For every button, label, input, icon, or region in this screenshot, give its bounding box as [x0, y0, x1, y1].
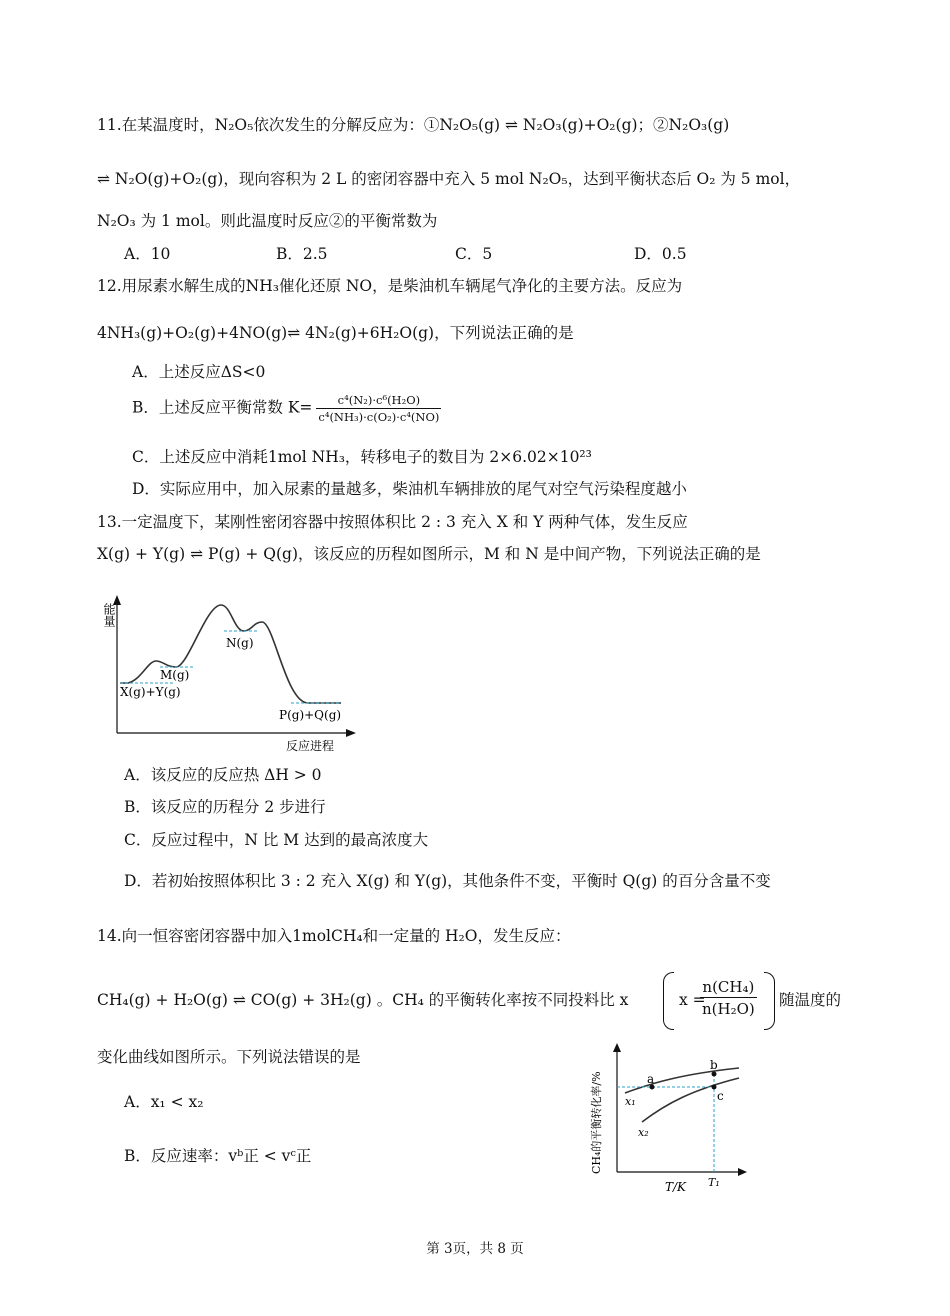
- m-label: M(g): [160, 668, 190, 682]
- label-t1: T₁: [708, 1176, 720, 1189]
- q11-line1: 11.在某温度时，N₂O₅依次发生的分解反应为：①N₂O₅(g) ⇌ N₂O₃(g)+O₂(g)；②N₂O₃(g): [97, 116, 730, 134]
- y-axis-label: CH₄的平衡转化率/%: [590, 1071, 603, 1174]
- q13-line2: X(g) + Y(g) ⇌ P(g) + Q(g)，该反应的历程如图所示，M 和 N 是中间产物，下列说法正确的是: [97, 545, 761, 563]
- x-axis-label: T/K: [665, 1180, 687, 1194]
- fraction-numerator: c⁴(N₂)·c⁶(H₂O): [316, 393, 441, 409]
- q14-option-b: B．反应速率：vᵇ正 < vᶜ正: [124, 1147, 312, 1165]
- ratio-x-equals: x =: [679, 991, 706, 1009]
- fraction-denominator: c⁴(NH₃)·c(O₂)·c⁴(NO): [318, 410, 440, 424]
- label-b: b: [710, 1058, 718, 1072]
- label-a: a: [647, 1072, 655, 1086]
- curve-x2: [642, 1078, 739, 1122]
- q12-option-b-prefix: B．上述反应平衡常数 K=: [132, 398, 313, 417]
- label-x2: x₂: [638, 1126, 649, 1139]
- q12-option-a: A．上述反应ΔS<0: [132, 363, 266, 381]
- q11-line2: ⇌ N₂O(g)+O₂(g)，现向容积为 2 L 的密闭容器中充入 5 mol N₂O₅，达到平衡状态后 O₂ 为 5 mol，: [97, 170, 801, 188]
- x-axis-arrow: [346, 729, 356, 737]
- q14-option-a: A．x₁ < x₂: [124, 1093, 204, 1111]
- reactant-label: X(g)+Y(g): [120, 685, 181, 699]
- label-c: c: [717, 1089, 724, 1103]
- q11-option-c: C．5: [455, 245, 493, 263]
- right-paren: [764, 972, 775, 1030]
- q13-line1: 13.一定温度下，某刚性密闭容器中按照体积比 2 : 3 充入 X 和 Y 两种气体，发生反应: [97, 513, 688, 531]
- point-c: [712, 1085, 717, 1090]
- label-x1: x₁: [625, 1095, 636, 1108]
- left-paren: [663, 972, 674, 1030]
- q11-option-a: A．10: [124, 245, 171, 263]
- q13-option-c: C．反应过程中，N 比 M 达到的最高浓度大: [124, 831, 429, 849]
- equilibrium-constant-fraction: [316, 393, 441, 424]
- q14-line1: 14.向一恒容密闭容器中加入1molCH₄和一定量的 H₂O，发生反应：: [97, 927, 571, 945]
- point-b: [712, 1072, 717, 1077]
- q14-line2: CH₄(g) + H₂O(g) ⇌ CO(g) + 3H₂(g) 。CH₄ 的平衡转化率按不同投料比 x: [97, 991, 629, 1009]
- q14-line3: 变化曲线如图所示。下列说法错误的是: [97, 1048, 361, 1066]
- y-axis-label: 能量: [102, 603, 116, 627]
- q12-option-c: C．上述反应中消耗1mol NH₃，转移电子的数目为 2×6.02×10²³: [132, 448, 592, 466]
- ratio-denominator: n(H₂O): [702, 1000, 755, 1018]
- q13-option-a: A．该反应的反应热 ΔH > 0: [124, 766, 322, 784]
- x-axis-arrow: [738, 1168, 747, 1176]
- y-axis-arrow: [613, 1043, 621, 1052]
- conversion-rate-chart: [592, 1038, 752, 1198]
- product-label: P(g)+Q(g): [279, 708, 342, 722]
- energy-profile-chart: [96, 585, 358, 757]
- ratio-fraction: [700, 977, 757, 1020]
- q12-option-b: [132, 393, 441, 424]
- q12-option-d: D．实际应用中，加入尿素的量越多，柴油机车辆排放的尾气对空气污染程度越小: [132, 480, 687, 498]
- q12-line1: 12.用尿素水解生成的NH₃催化还原 NO，是柴油机车辆尾气净化的主要方法。反应为: [97, 277, 683, 295]
- ratio-numerator: n(CH₄): [700, 977, 757, 998]
- q11-option-b: B．2.5: [276, 245, 328, 263]
- n-label: N(g): [226, 636, 254, 650]
- q11-line3: N₂O₃ 为 1 mol。则此温度时反应②的平衡常数为: [97, 212, 438, 230]
- x-axis-label: 反应进程: [286, 739, 335, 753]
- q13-option-b: B．该反应的历程分 2 步进行: [124, 798, 326, 816]
- page-footer: 第 3页，共 8 页: [426, 1241, 524, 1257]
- q13-option-d: D．若初始按照体积比 3 : 2 充入 X(g) 和 Y(g)，其他条件不变，平衡时 Q(g) 的百分含量不变: [124, 872, 771, 890]
- q12-line2: 4NH₃(g)+O₂(g)+4NO(g)⇌ 4N₂(g)+6H₂O(g)，下列说法正确的是: [97, 324, 574, 342]
- q11-option-d: D．0.5: [634, 245, 687, 263]
- q14-line2-end: 随温度的: [779, 991, 842, 1009]
